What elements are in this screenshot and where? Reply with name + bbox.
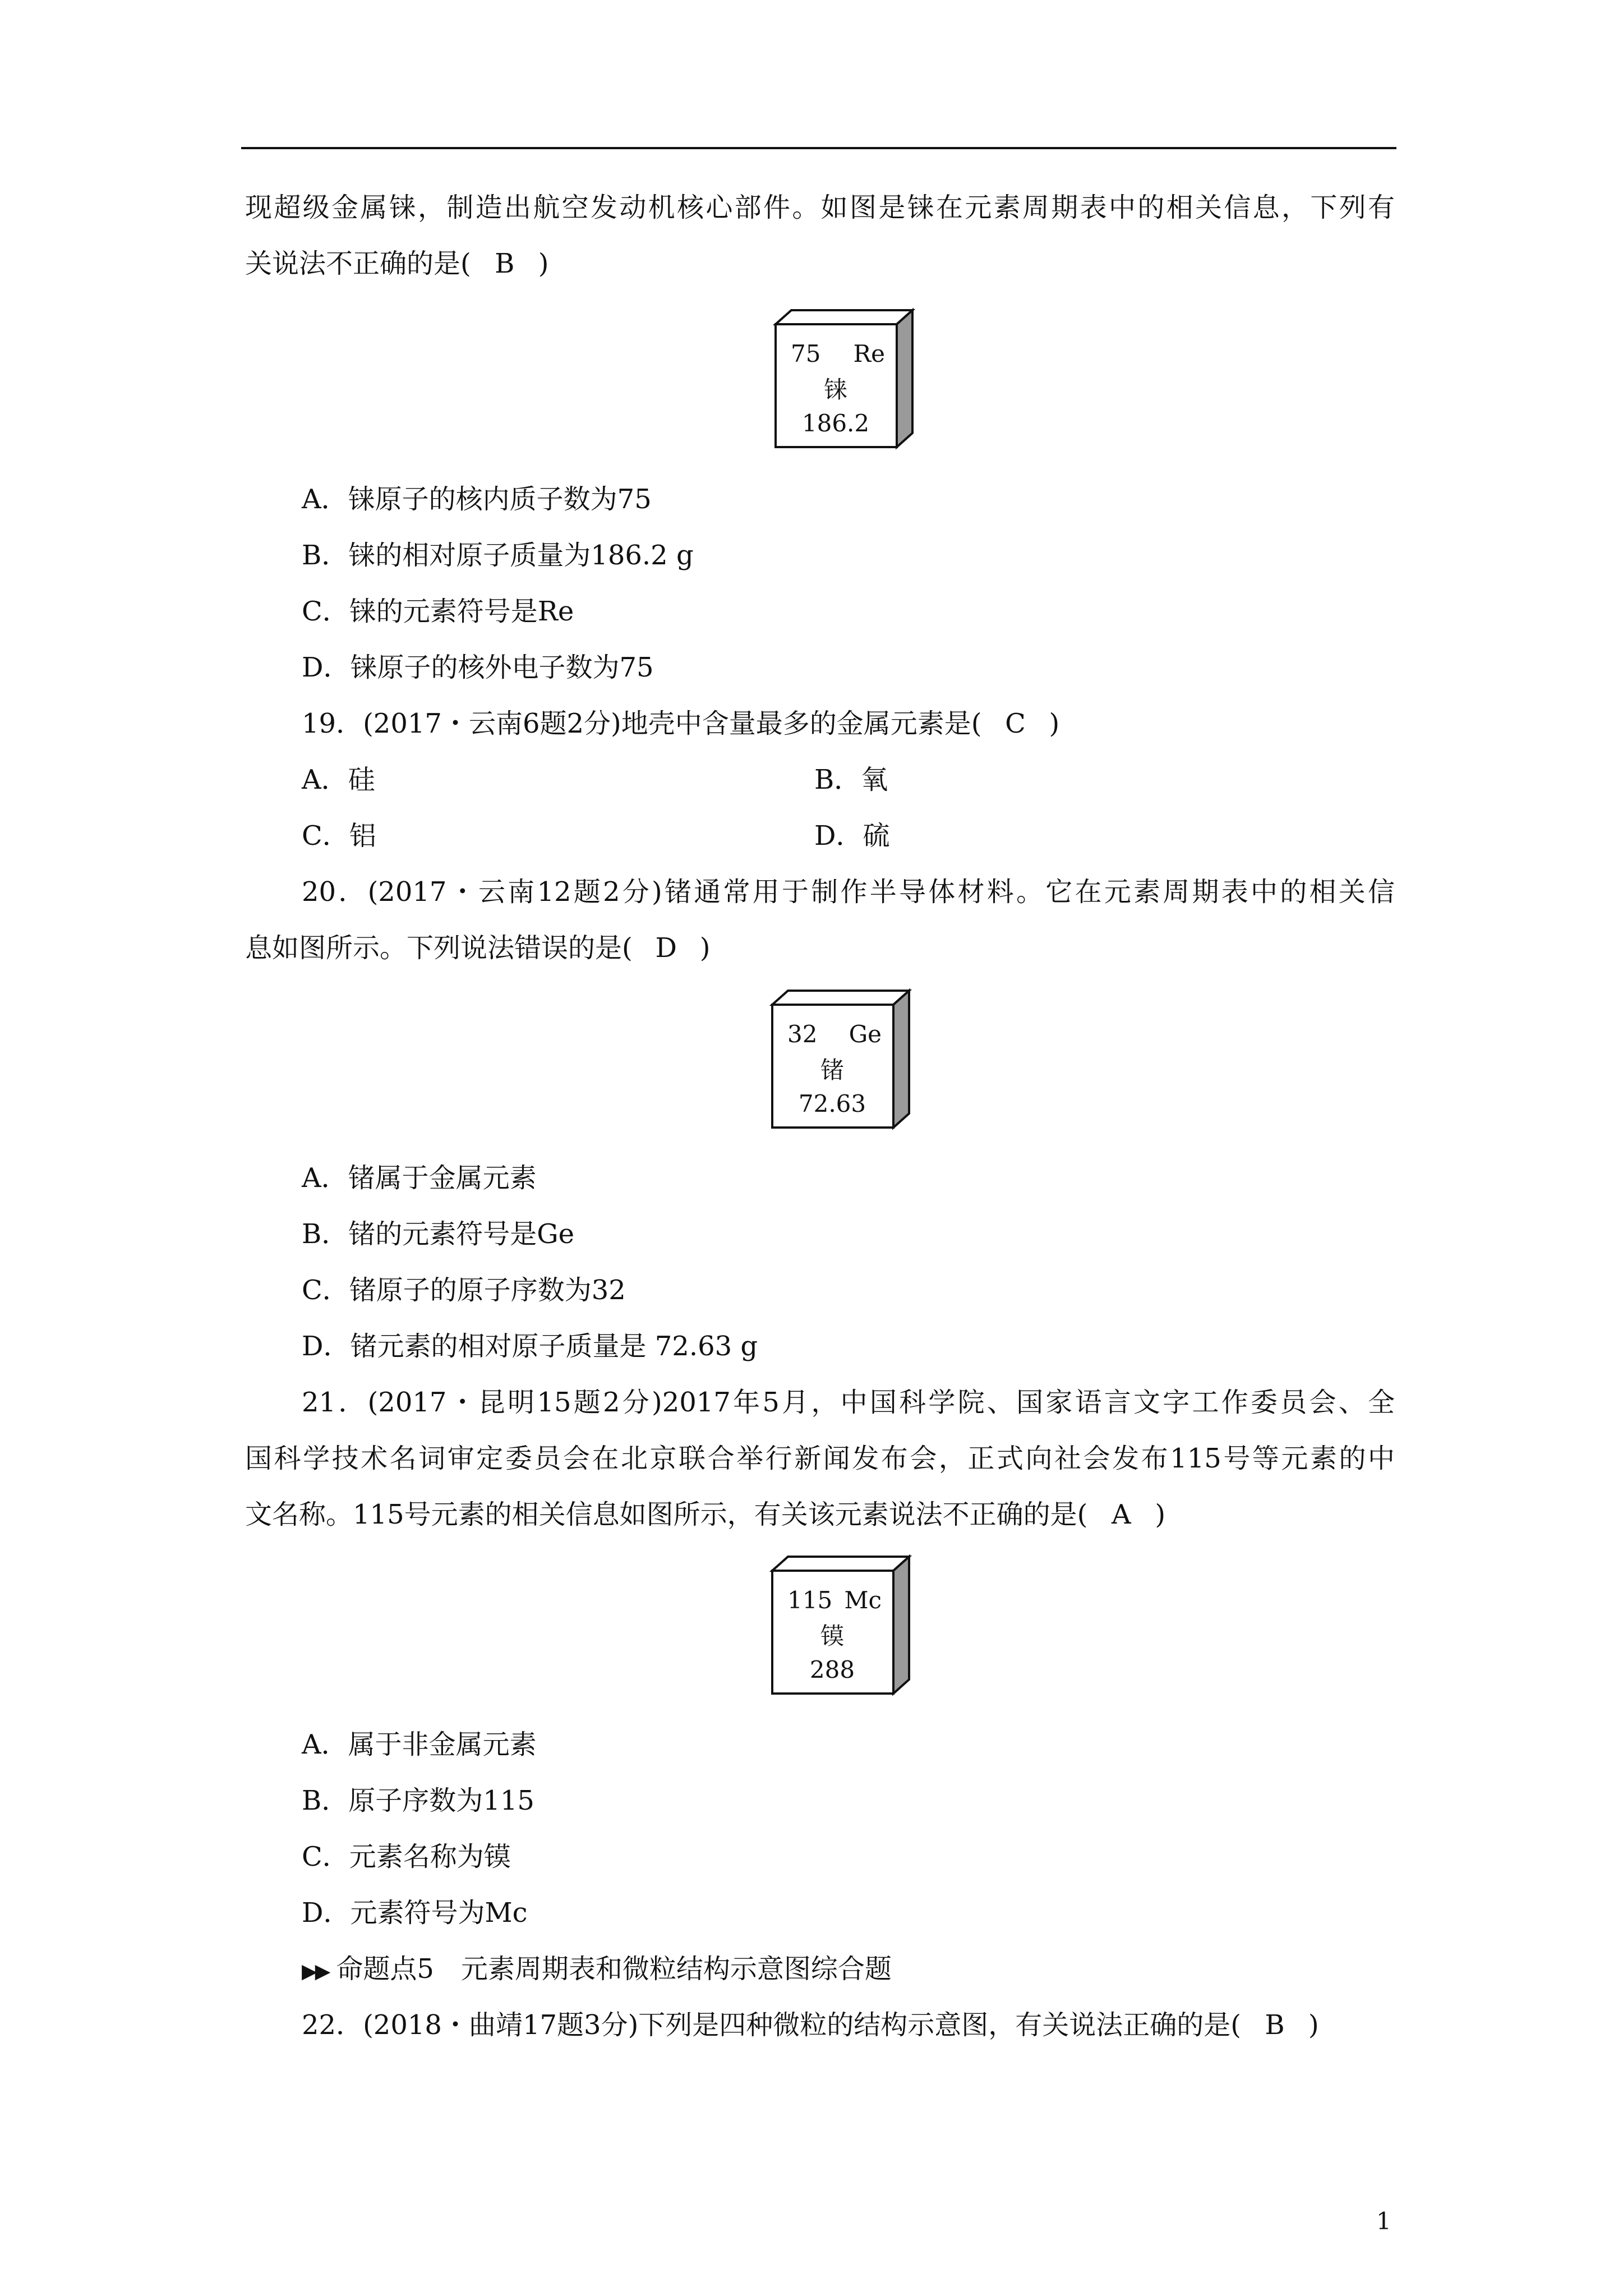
section-heading <box>302 1952 892 1989</box>
element-name: 镆 <box>820 1622 844 1650</box>
atomic-number: 32 <box>787 1020 818 1048</box>
q18-option-c: C．铼的元素符号是Re <box>302 596 574 627</box>
q21-stem-line-2: 国科学技术名词审定委员会在北京联合举行新闻发布会，正式向社会发布115号等元素的中 <box>245 1443 1395 1474</box>
q20-stem-line-1: 20．(2017・云南12题2分)锗通常用于制作半导体材料。它在元素周期表中的相关信 <box>302 876 1395 908</box>
q18-stem-line-1: 现超级金属铼，制造出航空发动机核心部件。如图是铼在元素周期表中的相关信息，下列有 <box>245 192 1395 223</box>
q21-option-b: B．原子序数为115 <box>302 1785 534 1816</box>
q18-option-d: D．铼原子的核外电子数为75 <box>302 652 654 683</box>
double-arrow-icon: ▶▶ <box>302 1960 329 1983</box>
section-title: 命题点5 元素周期表和微粒结构示意图综合题 <box>336 1953 892 1985</box>
q20-option-a: A．锗属于金属元素 <box>302 1162 537 1194</box>
q21-cube-face <box>771 1571 894 1694</box>
q22-close-paren: ) <box>1308 2009 1319 2041</box>
q21-stem-line-1: 21．(2017・昆明15题2分)2017年5月，中国科学院、国家语言文字工作委员会、全 <box>302 1387 1395 1418</box>
atomic-mass: 186.2 <box>801 409 870 437</box>
q20-option-d: D．锗元素的相对原子质量是 72.63 g <box>302 1331 758 1362</box>
q19-answer: C <box>1005 708 1026 739</box>
q22-answer: B <box>1265 2009 1285 2041</box>
q19-option-b: B．氧 <box>814 764 888 795</box>
q22-stem <box>302 2008 1319 2042</box>
q18-stem-text: 关说法不正确的是( <box>245 248 471 279</box>
atomic-mass: 288 <box>809 1656 855 1683</box>
atomic-number: 115 <box>787 1586 833 1614</box>
q19-stem <box>302 707 1059 740</box>
q21-element-cube <box>771 1555 911 1706</box>
q20-element-cube <box>771 989 911 1140</box>
element-symbol: Re <box>853 340 885 367</box>
q21-stem-text: 文名称。115号元素的相关信息如图所示，有关该元素说法不正确的是( <box>245 1499 1088 1530</box>
element-symbol: Ge <box>849 1020 882 1048</box>
q20-stem-text: 息如图所示。下列说法错误的是( <box>245 932 633 964</box>
element-name: 锗 <box>820 1056 844 1084</box>
q19-option-c: C．铝 <box>302 820 376 852</box>
header-rule <box>241 147 1396 149</box>
q22-stem-text: 22．(2018・曲靖17题3分)下列是四种微粒的结构示意图，有关说法正确的是( <box>302 2009 1242 2041</box>
q20-cube-face <box>771 1005 894 1128</box>
atomic-number: 75 <box>791 340 821 367</box>
q19-stem-text: 19．(2017・云南6题2分)地壳中含量最多的金属元素是( <box>302 708 982 739</box>
q20-stem-line-2 <box>245 931 710 965</box>
q19-option-a: A．硅 <box>302 764 375 795</box>
q21-close-paren: ) <box>1155 1499 1166 1530</box>
q18-cube-face <box>774 324 897 448</box>
q18-option-b: B．铼的相对原子质量为186.2 g <box>302 540 694 571</box>
q18-close-paren: ) <box>538 248 549 279</box>
q18-answer: B <box>495 248 515 279</box>
q21-option-c: C．元素名称为镆 <box>302 1841 511 1872</box>
q18-stem-line-2 <box>245 247 548 280</box>
page-number: 1 <box>1376 2207 1391 2235</box>
q20-close-paren: ) <box>699 932 711 964</box>
q19-close-paren: ) <box>1049 708 1060 739</box>
element-name: 铼 <box>823 376 847 403</box>
q19-option-d: D．硫 <box>814 820 890 852</box>
q21-stem-line-3 <box>245 1498 1165 1531</box>
atomic-mass: 72.63 <box>798 1090 866 1117</box>
q20-answer: D <box>655 932 677 964</box>
q20-option-c: C．锗原子的原子序数为32 <box>302 1274 626 1306</box>
element-symbol: Mc <box>844 1586 882 1614</box>
q21-answer: A <box>1112 1499 1131 1530</box>
q20-option-b: B．锗的元素符号是Ge <box>302 1218 575 1250</box>
q18-option-a: A．铼原子的核内质子数为75 <box>302 484 652 515</box>
q18-element-cube <box>774 309 914 460</box>
q21-option-a: A．属于非金属元素 <box>302 1729 537 1760</box>
q21-option-d: D．元素符号为Mc <box>302 1897 528 1929</box>
